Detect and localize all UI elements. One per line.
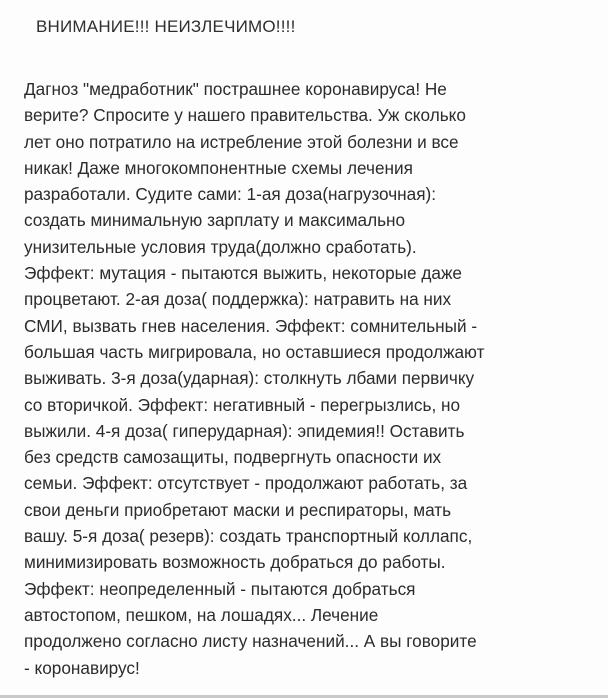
body-line: унизительные условия труда(должно сработать). xyxy=(24,236,417,257)
body-line: автостопом, пешком, на лошадях... Лечение xyxy=(24,604,379,625)
body-line: выживать. 3-я доза(ударная): столкнуть лбами первичку xyxy=(24,368,475,389)
body-line: Эффект: неопределенный - пытаются добраться xyxy=(24,578,416,599)
body-line: лет оно потратило на истребление этой болезни и все xyxy=(24,131,459,152)
body-line: без средств самозащиты, подвергнуть опасности их xyxy=(24,447,442,468)
body-line: Эффект: мутация - пытаются выжить, некоторые даже xyxy=(24,263,462,284)
body-line: Дагноз "медработник" пострашнее коронавируса! Не xyxy=(24,79,447,99)
body-line: со вторичкой. Эффект: негативный - перегрызлись, но xyxy=(24,394,461,415)
body-line: разработали. Судите сами: 1-ая доза(нагрузочная): xyxy=(24,184,437,205)
body-line: никак! Даже многокомпонентные схемы лечения xyxy=(24,157,413,178)
body-line: семьи. Эффект: отсутствует - продолжают работать, за xyxy=(24,473,468,494)
post-title: ВНИМАНИЕ!!! НЕИЗЛЕЧИМО!!!! xyxy=(36,17,296,36)
body-line: верите? Спросите у нашего правительства. Уж сколько xyxy=(24,105,466,126)
post-body xyxy=(24,76,584,681)
body-line: создать минимальную зарплату и максимально xyxy=(24,210,406,231)
body-line: процветают. 2-ая доза( поддержка): натравить на них xyxy=(24,289,452,310)
body-line: выжили. 4-я доза( гиперударная): эпидемия!! Оставить xyxy=(24,420,465,441)
body-line: СМИ, вызвать гнев населения. Эффект: сомнительный - xyxy=(24,315,478,336)
body-line: минимизировать возможность добраться до работы. xyxy=(24,552,446,573)
body-line: - коронавирус! xyxy=(24,657,140,678)
body-line: продолжено согласно листу назначений... А вы говорите xyxy=(24,631,477,652)
body-line: большая часть мигрировала, но оставшиеся продолжают xyxy=(24,341,485,362)
body-line: вашу. 5-я доза( резерв): создать транспортный коллапс, xyxy=(24,526,473,547)
body-line: свои деньги приобретают маски и респираторы, мать xyxy=(24,499,452,520)
